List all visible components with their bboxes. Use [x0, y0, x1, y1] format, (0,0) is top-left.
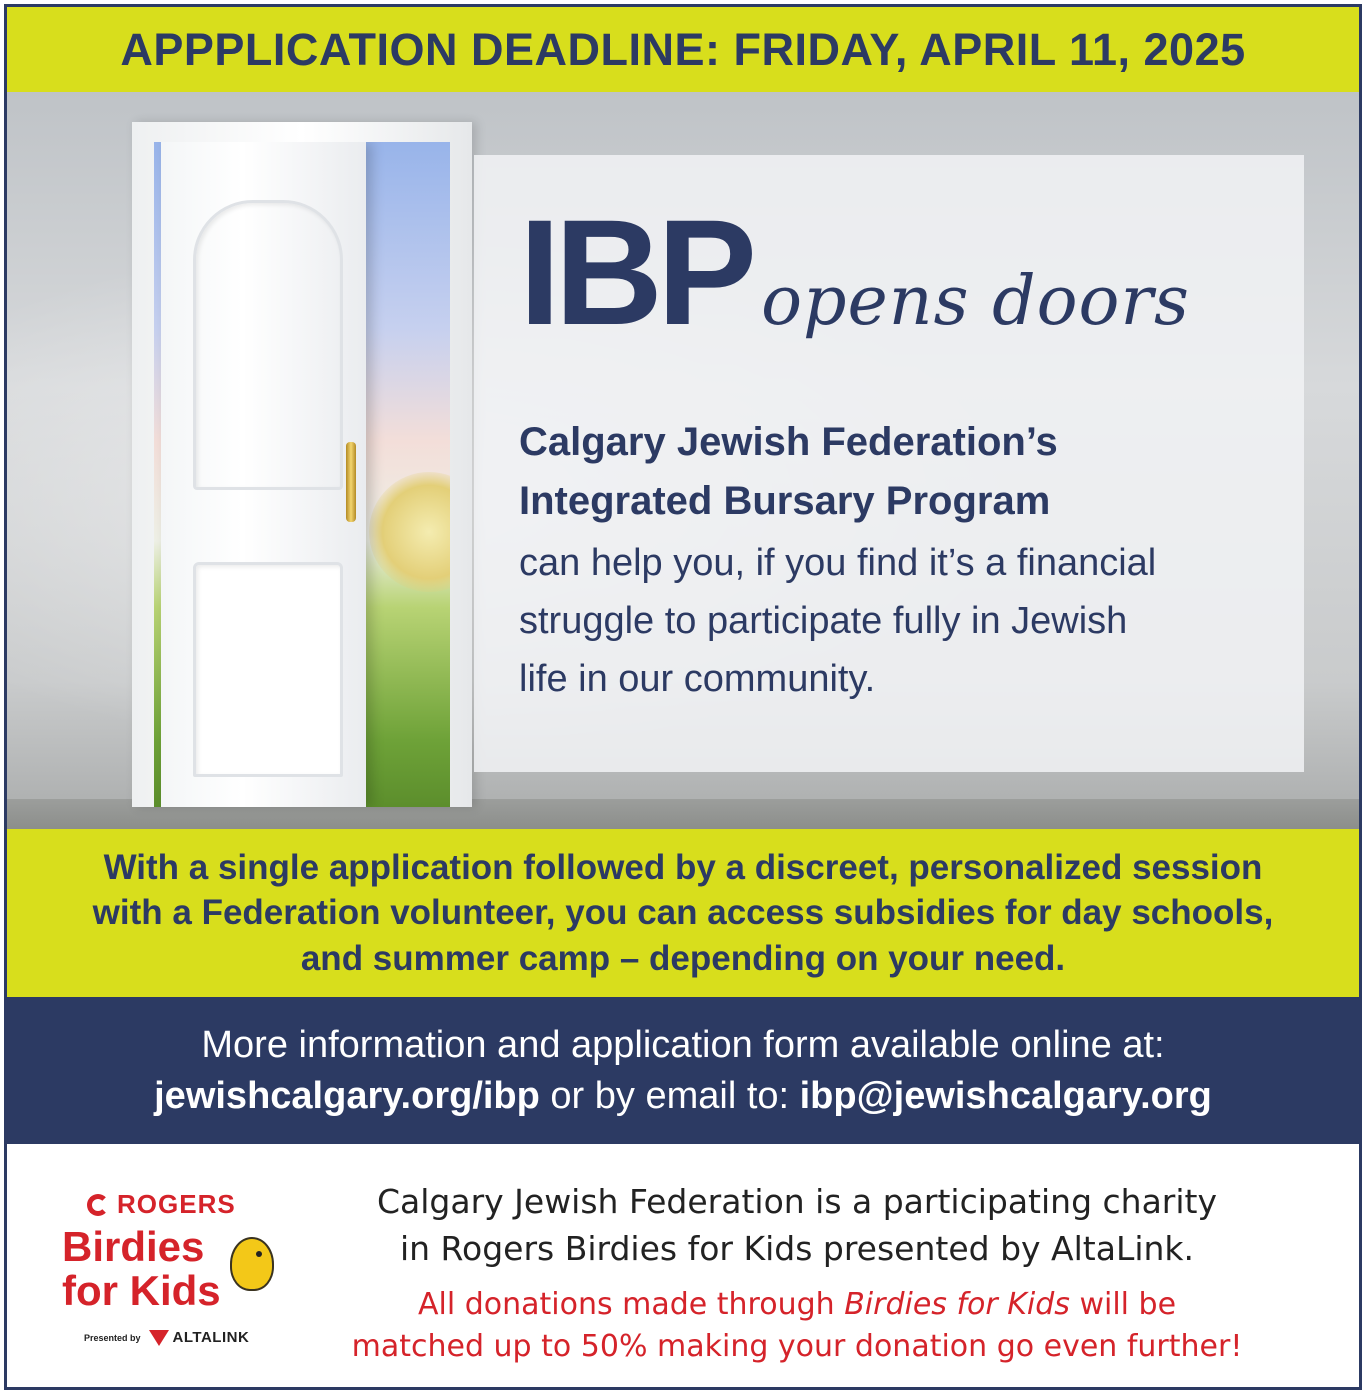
presented-by-text: Presented by [84, 1332, 141, 1343]
hero-section [7, 92, 1359, 829]
description-band [7, 829, 1359, 997]
match-line2: matched up to 50% making your donation go even further! [351, 1329, 1243, 1364]
rogers-logo-icon [87, 1194, 109, 1216]
birdies-line2: for Kids [62, 1267, 221, 1315]
help-line2: struggle to participate fully in Jewish [519, 599, 1128, 642]
headline [519, 188, 1190, 356]
match-pre: All donations made through [417, 1287, 845, 1322]
bird-eye [256, 1251, 262, 1257]
description-text [33, 845, 1333, 982]
email-link[interactable]: ibp@jewishcalgary.org [799, 1074, 1212, 1117]
description-line1: With a single application followed by a discreet, personalized session [103, 847, 1263, 887]
text-panel [474, 155, 1304, 772]
birdies-wordmark [62, 1225, 221, 1313]
altalink-text: ALTALINK [172, 1329, 250, 1346]
match-emphasis: Birdies for Kids [844, 1287, 1070, 1322]
description-line2: with a Federation volunteer, you can access subsidies for day schools, [92, 893, 1274, 933]
info-band [7, 997, 1359, 1144]
program-name-line2: Integrated Bursary Program [519, 479, 1051, 524]
door-panel-top [193, 200, 343, 490]
info-connector: or by email to: [539, 1074, 800, 1117]
deadline-text: APPPLICATION DEADLINE: FRIDAY, APRIL 11, 2025 [120, 23, 1246, 75]
birdies-for-kids-logo [62, 1189, 277, 1359]
advertisement [4, 4, 1362, 1390]
charity-statement [307, 1179, 1287, 1273]
rogers-text: ROGERS [117, 1189, 236, 1219]
info-contacts [154, 1071, 1212, 1121]
help-text [519, 535, 1289, 708]
match-line1 [277, 1284, 1317, 1326]
website-link[interactable]: jewishcalgary.org/ibp [154, 1074, 540, 1117]
door-illustration [132, 122, 472, 807]
footer [7, 1144, 1359, 1390]
deadline-banner [7, 7, 1359, 92]
match-post: will be [1069, 1287, 1177, 1322]
info-intro: More information and application form available online at: [201, 1024, 1165, 1067]
birdies-line1: Birdies [62, 1223, 205, 1270]
help-line1: can help you, if you find it’s a financial [519, 542, 1157, 584]
program-name [519, 413, 1289, 531]
rogers-brand [87, 1189, 236, 1220]
ibp-title: IBP [519, 188, 752, 356]
tagline: opens doors [761, 262, 1190, 341]
program-name-line1: Calgary Jewish Federation’s [519, 420, 1058, 464]
bird-icon [230, 1237, 274, 1291]
altalink-logo-icon [149, 1330, 169, 1346]
tree-icon [369, 472, 450, 592]
door-panel-bottom [193, 562, 343, 777]
presented-by-row [84, 1329, 249, 1346]
charity-line1: Calgary Jewish Federation is a participating charity [376, 1182, 1218, 1221]
doorway-view [154, 142, 450, 807]
charity-line2: in Rogers Birdies for Kids presented by AltaLink. [399, 1228, 1195, 1268]
matching-statement [277, 1284, 1317, 1368]
door-handle [346, 442, 356, 522]
open-door [161, 142, 366, 807]
description-line3: and summer camp – depending on your need. [300, 938, 1066, 978]
help-line3: life in our community. [519, 657, 876, 700]
